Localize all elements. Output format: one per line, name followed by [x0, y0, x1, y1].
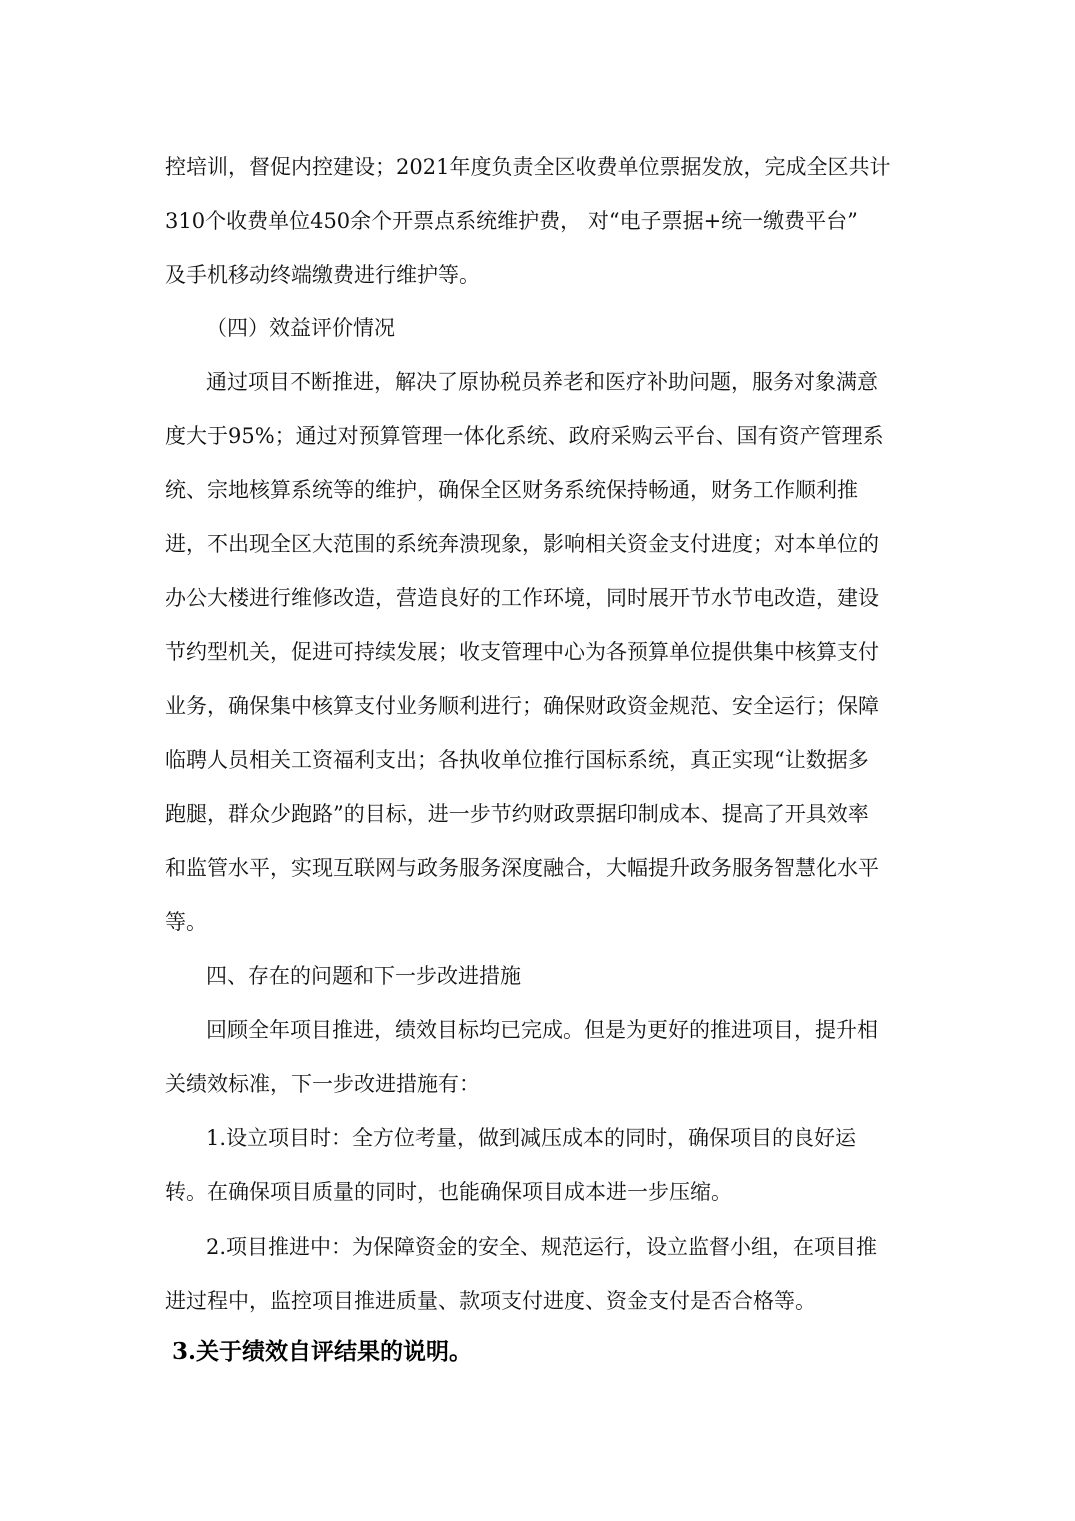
text-line-14: 和监管水平，实现互联网与政务服务深度融合，大幅提升政务服务智慧化水平	[165, 856, 879, 880]
text-line-7: 统、宗地核算系统等的维护，确保全区财务系统保持畅通，财务工作顺利推	[165, 478, 858, 502]
bold-heading-self-evaluation: 3.关于绩效自评结果的说明。	[172, 1338, 473, 1365]
text-line-12: 临聘人员相关工资福利支出；各执收单位推行国标系统，真正实现“让数据多	[165, 748, 869, 772]
text-line-18: 关绩效标准，下一步改进措施有：	[165, 1072, 480, 1096]
text-line-22: 进过程中，监控项目推进质量、款项支付进度、资金支付是否合格等。	[165, 1289, 816, 1313]
section-heading-issues: 四、存在的问题和下一步改进措施	[206, 964, 521, 988]
text-line-19: 1.设立项目时：全方位考量，做到减压成本的同时，确保项目的良好运	[206, 1126, 857, 1150]
section-heading-benefit: （四）效益评价情况	[206, 316, 395, 340]
text-line-3: 及手机移动终端缴费进行维护等。	[165, 263, 480, 287]
text-line-2: 310个收费单位450余个开票点系统维护费， 对“电子票据+统一缴费平台”	[165, 209, 858, 233]
text-line-20: 转。在确保项目质量的同时，也能确保项目成本进一步压缩。	[165, 1180, 732, 1204]
text-line-8: 进，不出现全区大范围的系统奔溃现象，影响相关资金支付进度；对本单位的	[165, 532, 879, 556]
text-line-5: 通过项目不断推进，解决了原协税员养老和医疗补助问题，服务对象满意	[206, 370, 878, 394]
text-line-17: 回顾全年项目推进，绩效目标均已完成。但是为更好的推进项目，提升相	[206, 1018, 878, 1042]
text-line-15: 等。	[165, 910, 207, 934]
text-line-13: 跑腿，群众少跑路”的目标，进一步节约财政票据印制成本、提高了开具效率	[165, 802, 869, 826]
text-line-9: 办公大楼进行维修改造，营造良好的工作环境，同时展开节水节电改造，建设	[165, 586, 879, 610]
text-line-6: 度大于95%；通过对预算管理一体化系统、政府采购云平台、国有资产管理系	[165, 424, 884, 448]
text-line-1: 控培训，督促内控建设；2021年度负责全区收费单位票据发放，完成全区共计	[165, 155, 891, 179]
text-line-10: 节约型机关，促进可持续发展；收支管理中心为各预算单位提供集中核算支付	[165, 640, 879, 664]
text-line-21: 2.项目推进中：为保障资金的安全、规范运行，设立监督小组，在项目推	[206, 1235, 878, 1259]
text-line-11: 业务，确保集中核算支付业务顺利进行；确保财政资金规范、安全运行；保障	[165, 694, 879, 718]
